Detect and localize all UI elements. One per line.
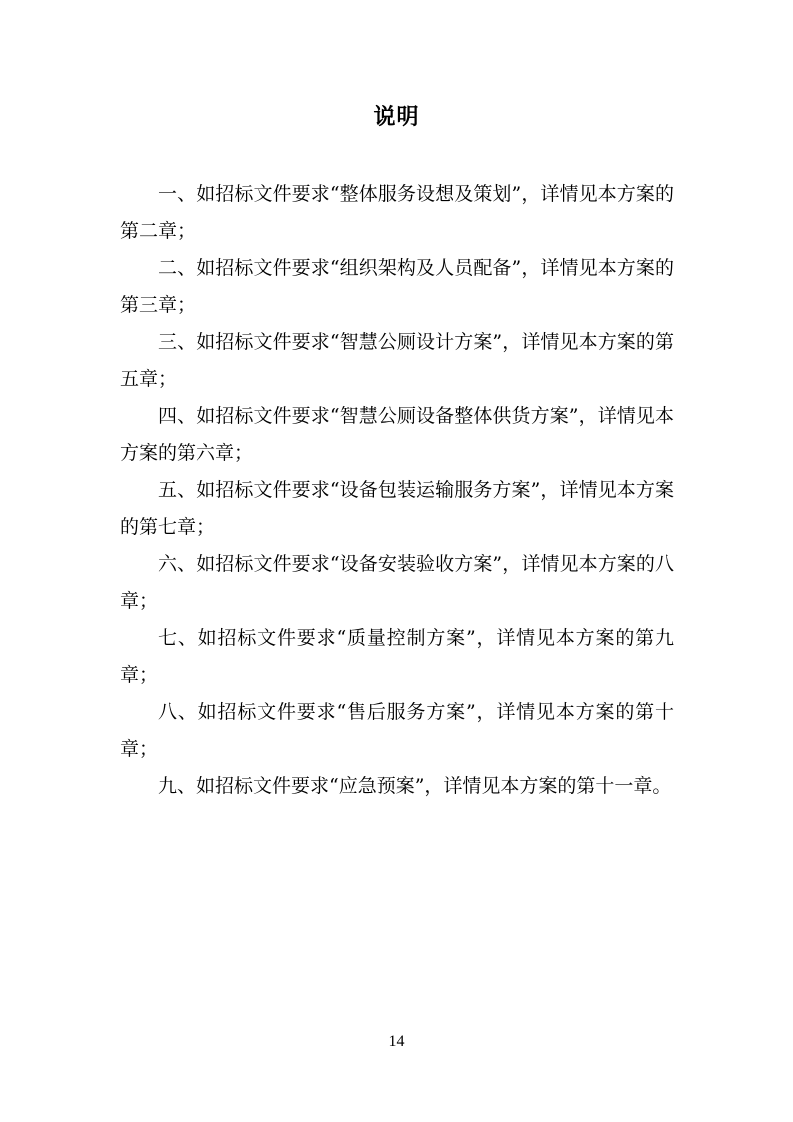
paragraph-2: 二、如招标文件要求“组织架构及人员配备”，详情见本方案的第三章； xyxy=(120,257,674,316)
paragraph-6: 六、如招标文件要求“设备安装验收方案”，详情见本方案的八章； xyxy=(120,553,674,612)
paragraph-1: 一、如招标文件要求“整体服务设想及策划”，详情见本方案的第二章； xyxy=(120,183,674,242)
paragraph-5: 五、如招标文件要求“设备包装运输服务方案”，详情见本方案的第七章； xyxy=(120,479,674,538)
document-body xyxy=(120,176,674,805)
page-number: 14 xyxy=(388,1033,405,1050)
paragraph-7: 七、如招标文件要求“质量控制方案”，详情见本方案的第九章； xyxy=(120,627,674,686)
paragraph-9: 九、如招标文件要求“应急预案”，详情见本方案的第十一章。 xyxy=(158,775,672,797)
paragraph-3: 三、如招标文件要求“智慧公厕设计方案”，详情见本方案的第五章； xyxy=(120,331,674,390)
paragraph-8: 八、如招标文件要求“售后服务方案”，详情见本方案的第十章； xyxy=(120,701,674,760)
paragraph-4: 四、如招标文件要求“智慧公厕设备整体供货方案”，详情见本方案的第六章； xyxy=(120,405,674,464)
page-title: 说明 xyxy=(373,104,420,130)
